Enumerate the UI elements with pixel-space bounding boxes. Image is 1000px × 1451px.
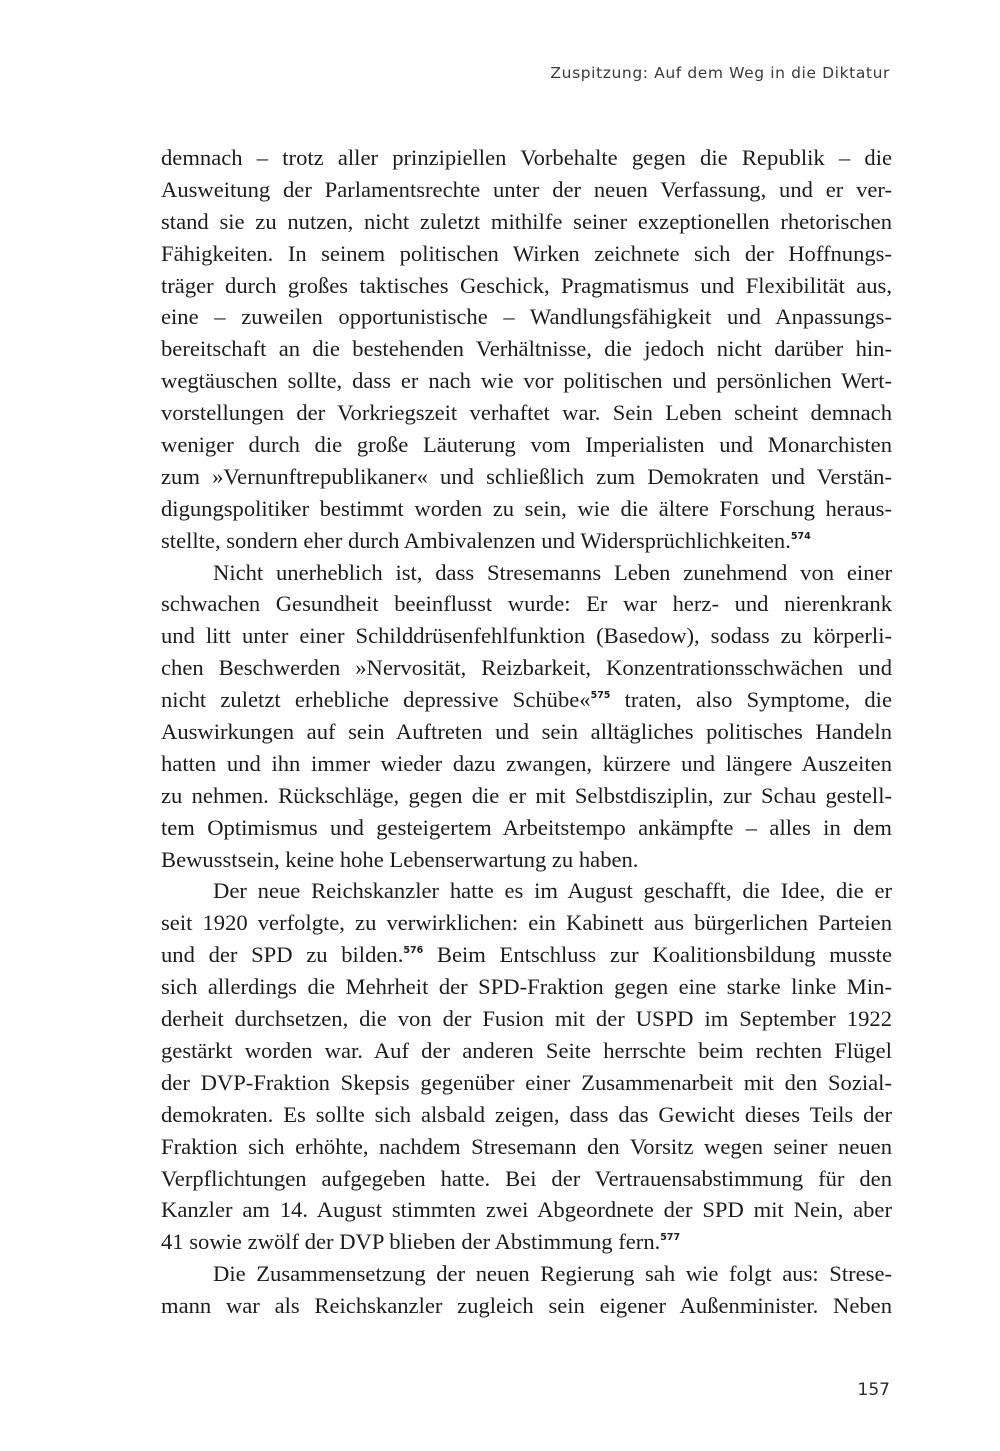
text-line: mann war als Reichskanzler zugleich sein eigener Außenminister. Neben bbox=[161, 1293, 892, 1319]
text-line: 41 sowie zwölf der DVP blieben der Abstimmung fern.$^{577}$ bbox=[161, 1229, 681, 1255]
text-line: Fraktion sich erhöhte, nachdem Stresemann den Vorsitz wegen seiner neuen bbox=[161, 1133, 892, 1159]
text-line: stand sie zu nutzen, nicht zuletzt mithilfe seiner exzeptionellen rhetorischen bbox=[161, 208, 892, 234]
text-line: Bewusstsein, keine hohe Lebenserwartung zu haben. bbox=[161, 846, 639, 872]
text-line: Kanzler am 14. August stimmten zwei Abgeordnete der SPD mit Nein, aber bbox=[161, 1197, 892, 1223]
text-line: und der SPD zu bilden.$^{576}$ Beim Entschluss zur Koalitionsbildung musste bbox=[161, 942, 892, 968]
text-line: derheit durchsetzen, die von der Fusion mit der USPD im September 1922 bbox=[161, 1006, 892, 1032]
text-line: eine – zuweilen opportunistische – Wandlungsfähigkeit und Anpassungs- bbox=[161, 304, 892, 330]
text-line: zum »Vernunftrepublikaner« und schließlich zum Demokraten und Verstän- bbox=[161, 463, 892, 489]
page-number: 157 bbox=[857, 1380, 890, 1400]
text-line: Die Zusammensetzung der neuen Regierung sah wie folgt aus: Strese- bbox=[213, 1261, 892, 1287]
body-text bbox=[161, 142, 892, 1322]
text-line: bereitschaft an die bestehenden Verhältnisse, die jedoch nicht darüber hin- bbox=[161, 336, 892, 362]
footnote-marker[interactable]: 576 bbox=[403, 945, 424, 957]
text-line: Der neue Reichskanzler hatte es im August geschafft, die Idee, die er bbox=[213, 878, 892, 904]
text-line: und litt unter einer Schilddrüsenfehlfunktion (Basedow), sodass zu körperli- bbox=[161, 623, 892, 649]
footnote-marker[interactable]: 577 bbox=[660, 1232, 681, 1244]
text-line: nicht zuletzt erhebliche depressive Schübe«$^{575}$ traten, also Symptome, die bbox=[161, 687, 892, 713]
text-line: Auswirkungen auf sein Auftreten und sein alltägliches politisches Handeln bbox=[161, 719, 892, 745]
text-line: tem Optimismus und gesteigertem Arbeitstempo ankämpfte – alles in dem bbox=[161, 814, 892, 840]
text-line: demokraten. Es sollte sich alsbald zeigen, dass das Gewicht dieses Teils der bbox=[161, 1101, 892, 1127]
footnote-marker[interactable]: 574 bbox=[790, 530, 811, 542]
text-line: Verpflichtungen aufgegeben hatte. Bei der Vertrauensabstimmung für den bbox=[161, 1165, 892, 1191]
text-line: wegtäuschen sollte, dass er nach wie vor politischen und persönlichen Wert- bbox=[161, 368, 892, 394]
text-line: digungspolitiker bestimmt worden zu sein, wie die ältere Forschung heraus- bbox=[161, 495, 892, 521]
text-line: sich allerdings die Mehrheit der SPD-Fraktion gegen eine starke linke Min- bbox=[161, 974, 892, 1000]
text-line: Ausweitung der Parlamentsrechte unter der neuen Verfassung, und er ver- bbox=[161, 176, 892, 202]
paragraph-3 bbox=[161, 875, 892, 1258]
footnote-marker[interactable]: 575 bbox=[590, 690, 611, 702]
paragraph-4 bbox=[161, 1258, 892, 1322]
text-line: träger durch großes taktisches Geschick, Pragmatismus und Flexibilität aus, bbox=[161, 272, 892, 298]
text-line: der DVP-Fraktion Skepsis gegenüber einer Zusammenarbeit mit den Sozial- bbox=[161, 1069, 892, 1095]
paragraph-1 bbox=[161, 142, 892, 557]
text-line: chen Beschwerden »Nervosität, Reizbarkeit, Konzentrationsschwächen und bbox=[161, 655, 892, 681]
text-line: hatten und ihn immer wieder dazu zwangen, kürzere und längere Auszeiten bbox=[161, 750, 892, 776]
text-line: weniger durch die große Läuterung vom Imperialisten und Monarchisten bbox=[161, 432, 892, 458]
text-line: Fähigkeiten. In seinem politischen Wirken zeichnete sich der Hoffnungs- bbox=[161, 240, 892, 266]
text-line: zu nehmen. Rückschläge, gegen die er mit Selbstdisziplin, zur Schau gestell- bbox=[161, 782, 892, 808]
text-line: Nicht unerheblich ist, dass Stresemanns Leben zunehmend von einer bbox=[213, 559, 892, 585]
text-line: demnach – trotz aller prinzipiellen Vorbehalte gegen die Republik – die bbox=[161, 145, 892, 170]
running-head: Zuspitzung: Auf dem Weg in die Diktatur bbox=[550, 64, 890, 82]
text-line: schwachen Gesundheit beeinflusst wurde: Er war herz- und nierenkrank bbox=[161, 591, 892, 617]
paragraph-2 bbox=[161, 557, 892, 876]
text-line: stellte, sondern eher durch Ambivalenzen und Widersprüchlichkeiten.$^{574}$ bbox=[161, 527, 811, 553]
text-line: vorstellungen der Vorkriegszeit verhaftet war. Sein Leben scheint demnach bbox=[161, 400, 892, 426]
text-line: seit 1920 verfolgte, zu verwirklichen: ein Kabinett aus bürgerlichen Parteien bbox=[161, 910, 892, 936]
text-line: gestärkt worden war. Auf der anderen Seite herrschte beim rechten Flügel bbox=[161, 1037, 892, 1063]
